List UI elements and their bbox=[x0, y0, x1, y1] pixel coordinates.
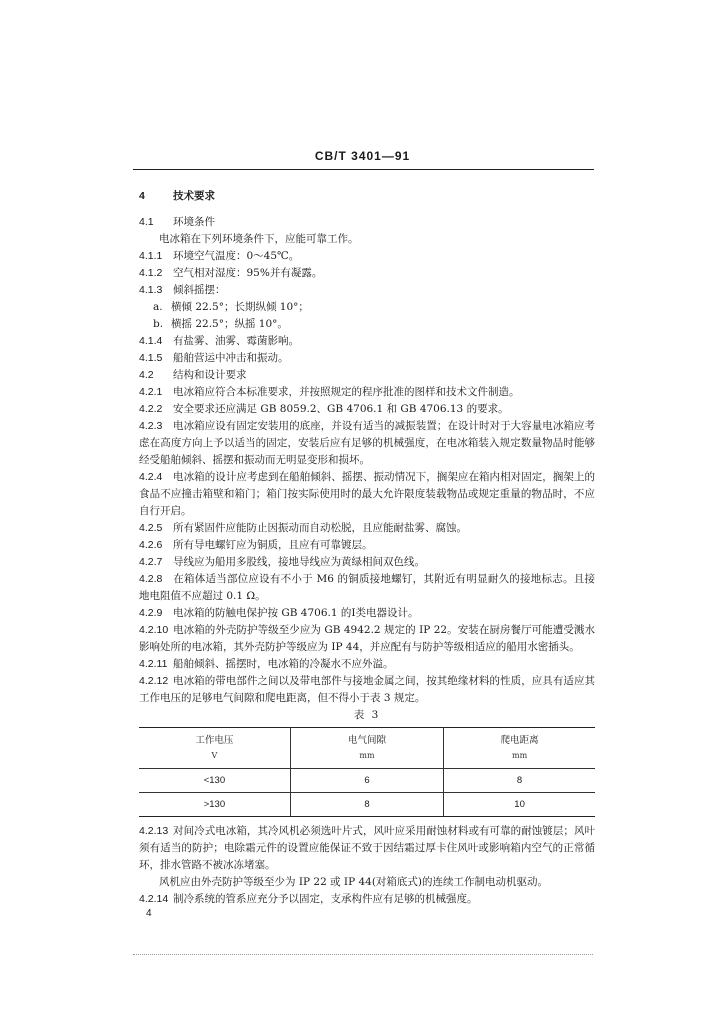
section-heading bbox=[139, 188, 595, 205]
table-cell: <130 bbox=[139, 769, 290, 793]
clause-number: 4.2.4 bbox=[139, 471, 163, 483]
clause-number: 4.2.12 bbox=[139, 675, 169, 687]
clause-number: 4.2.10 bbox=[139, 624, 169, 636]
clause-4-2-8 bbox=[139, 571, 595, 605]
clause-4-1-4 bbox=[139, 333, 595, 350]
clause-text: 有盐雾、油雾、霉菌影响。 bbox=[173, 335, 299, 347]
clause-number: 4.2.1 bbox=[139, 386, 163, 398]
standard-code-header: CB/T 3401—91 bbox=[314, 149, 411, 163]
column-label: 爬电距离 bbox=[500, 735, 539, 746]
clause-text: 电冰箱的设计应考虑到在船舶倾斜、摇摆、振动情况下，搁架应在箱内相对固定，搁架上的食品不应撞击箱壁和箱门；箱门按实际使用时的最大允许限度装载物品或规定重量的物品时，不应自行开启。 bbox=[139, 471, 595, 517]
section-number: 4 bbox=[139, 190, 145, 202]
clause-text: 电冰箱在下列环境条件下，应能可靠工作。 bbox=[159, 233, 359, 245]
clause-text: 电冰箱的外壳防护等级至少应为 GB 4942.2 规定的 IP 22。安装在厨房餐厅可能遭受溅水影响处所的电冰箱，其外壳防护等级应为 IP 44，并应配有与防护等级相适应的船用水密插头。 bbox=[139, 624, 595, 653]
table-cell: 8 bbox=[444, 769, 595, 793]
clause-text: 电冰箱的防触电保护按 GB 4706.1 的Ⅰ类电器设计。 bbox=[173, 607, 419, 619]
column-header-creepage bbox=[444, 728, 595, 769]
clause-number: 4.2.11 bbox=[139, 658, 168, 670]
clause-number: 4.2.3 bbox=[139, 420, 163, 432]
clause-text: 安全要求还应满足 GB 8059.2、GB 4706.1 和 GB 4706.13 的要求。 bbox=[173, 403, 509, 415]
clause-4-2-4 bbox=[139, 469, 595, 520]
clause-4-2-7 bbox=[139, 554, 595, 571]
list-label: a. bbox=[153, 301, 163, 313]
column-unit: mm bbox=[511, 751, 528, 760]
table-caption: 表 3 bbox=[353, 709, 381, 721]
table-row bbox=[139, 769, 595, 793]
clause-4-2-1 bbox=[139, 384, 595, 401]
clause-4-1-2 bbox=[139, 265, 595, 282]
clearance-table bbox=[139, 727, 595, 817]
clause-4-1-intro bbox=[139, 231, 595, 248]
clause-number: 4.1.3 bbox=[139, 284, 163, 296]
clause-text: 环境条件 bbox=[173, 216, 215, 228]
clause-text: 对间冷式电冰箱，其冷风机必须选叶片式，风叶应采用耐蚀材料或有可靠的耐蚀镀层；风叶须有适当的防护；电除霜元件的设置应能保证不致于因结霜过厚卡住风叶或影响箱内空气的正常循环，排水管路不被冰冻堵塞。 bbox=[139, 825, 595, 871]
clause-4-2-9 bbox=[139, 605, 595, 622]
table-header-row bbox=[139, 728, 595, 769]
column-header-voltage bbox=[139, 728, 290, 769]
clause-text: 船舶倾斜、摇摆时，电冰箱的冷凝水不应外溢。 bbox=[173, 658, 394, 670]
clause-text: 空气相对湿度：95%并有凝露。 bbox=[173, 267, 323, 279]
clause-text: 倾斜摇摆： bbox=[173, 284, 226, 296]
clause-4-2-10 bbox=[139, 622, 595, 656]
clause-number: 4.1.1 bbox=[139, 250, 163, 262]
clause-4-2-12 bbox=[139, 673, 595, 707]
clause-text: 制冷系统的管系应充分予以固定，支承构件应有足够的机械强度。 bbox=[173, 893, 478, 905]
clause-4-2-3 bbox=[139, 418, 595, 469]
clause-4-2-11 bbox=[139, 656, 595, 673]
list-label: b. bbox=[153, 318, 164, 330]
clause-text: 结构和设计要求 bbox=[173, 369, 247, 381]
list-item-a bbox=[139, 299, 595, 316]
clause-number: 4.2.6 bbox=[139, 539, 163, 551]
clause-text: 电冰箱应符合本标准要求，并按照规定的程序批准的图样和技术文件制造。 bbox=[173, 386, 520, 398]
clause-4-2-14 bbox=[139, 891, 595, 908]
clause-text: 所有导电螺钉应为铜质，且应有可靠镀层。 bbox=[173, 539, 373, 551]
column-label: 电气间隙 bbox=[347, 735, 386, 746]
table-row bbox=[139, 793, 595, 817]
column-unit: mm bbox=[359, 751, 375, 760]
clause-4-2-13 bbox=[139, 823, 595, 874]
clause-4-2-2 bbox=[139, 401, 595, 418]
clause-text: 电冰箱应设有固定安装用的底座，并设有适当的减振装置；在设计时对于大容量电冰箱应考虑在高度方向上予以适当的固定，安装后应有足够的机械强度，在电冰箱装入规定数量物品时能够经受船舶倾斜、摇摆和振动而无明显变形和损坏。 bbox=[139, 420, 595, 466]
clause-number: 4.2.13 bbox=[139, 825, 169, 837]
clause-text: 导线应为船用多股线，接地导线应为黄绿相间双色线。 bbox=[173, 556, 425, 568]
clause-4-2 bbox=[139, 367, 595, 384]
document-body bbox=[139, 188, 595, 908]
table-cell: >130 bbox=[139, 793, 290, 817]
clause-number: 4.2.7 bbox=[139, 556, 163, 568]
table-cell: 10 bbox=[444, 793, 595, 817]
clause-4-1 bbox=[139, 214, 595, 231]
table-cell: 6 bbox=[290, 769, 443, 793]
clause-text: 在箱体适当部位应设有不小于 M6 的铜质接地螺钉，其附近有明显耐久的接地标志。且接地电阻值不应超过 0.1 Ω。 bbox=[139, 573, 595, 602]
column-label: 工作电压 bbox=[195, 735, 234, 746]
clause-text: 风机应由外壳防护等级至少为 IP 22 或 IP 44(对箱底式)的连续工作制电动机驱动。 bbox=[159, 876, 549, 888]
clause-4-2-5 bbox=[139, 520, 595, 537]
table-cell: 8 bbox=[290, 793, 443, 817]
list-text: 横摇 22.5°；纵摇 10°。 bbox=[171, 318, 288, 330]
section-title: 技术要求 bbox=[173, 190, 215, 202]
column-header-clearance bbox=[290, 728, 443, 769]
clause-4-1-1 bbox=[139, 248, 595, 265]
clause-number: 4.2.5 bbox=[139, 522, 163, 534]
clause-4-2-6 bbox=[139, 537, 595, 554]
clause-text: 电冰箱的带电部件之间以及带电部件与接地金属之间，按其绝缘材料的性质，应具有适应其工作电压的足够电气间隙和爬电距离，但不得小于表 3 规定。 bbox=[139, 675, 595, 704]
list-item-b bbox=[139, 316, 595, 333]
list-text: 横倾 22.5°；长期纵倾 10°； bbox=[171, 301, 309, 313]
clause-number: 4.2.9 bbox=[139, 607, 163, 619]
page-number: 4 bbox=[146, 908, 152, 919]
clause-number: 4.2.8 bbox=[139, 573, 163, 585]
clause-number: 4.1 bbox=[139, 216, 154, 228]
clause-number: 4.2.14 bbox=[139, 893, 169, 905]
clause-number: 4.1.4 bbox=[139, 335, 163, 347]
clause-number: 4.2.2 bbox=[139, 403, 163, 415]
clause-4-2-13-cont bbox=[139, 874, 595, 891]
clause-text: 所有紧固件应能防止因振动而自动松脱，且应能耐盐雾、腐蚀。 bbox=[173, 522, 467, 534]
clause-number: 4.1.2 bbox=[139, 267, 163, 279]
clause-text: 船舶营运中冲击和振动。 bbox=[173, 352, 289, 364]
clause-number: 4.2 bbox=[139, 369, 154, 381]
header-divider bbox=[133, 169, 594, 170]
clause-4-1-3 bbox=[139, 282, 595, 299]
column-unit: V bbox=[211, 751, 218, 760]
clause-number: 4.1.5 bbox=[139, 352, 163, 364]
scan-artifact-divider bbox=[133, 954, 593, 955]
clause-text: 环境空气温度：0～45℃。 bbox=[173, 250, 300, 262]
clause-4-1-5 bbox=[139, 350, 595, 367]
